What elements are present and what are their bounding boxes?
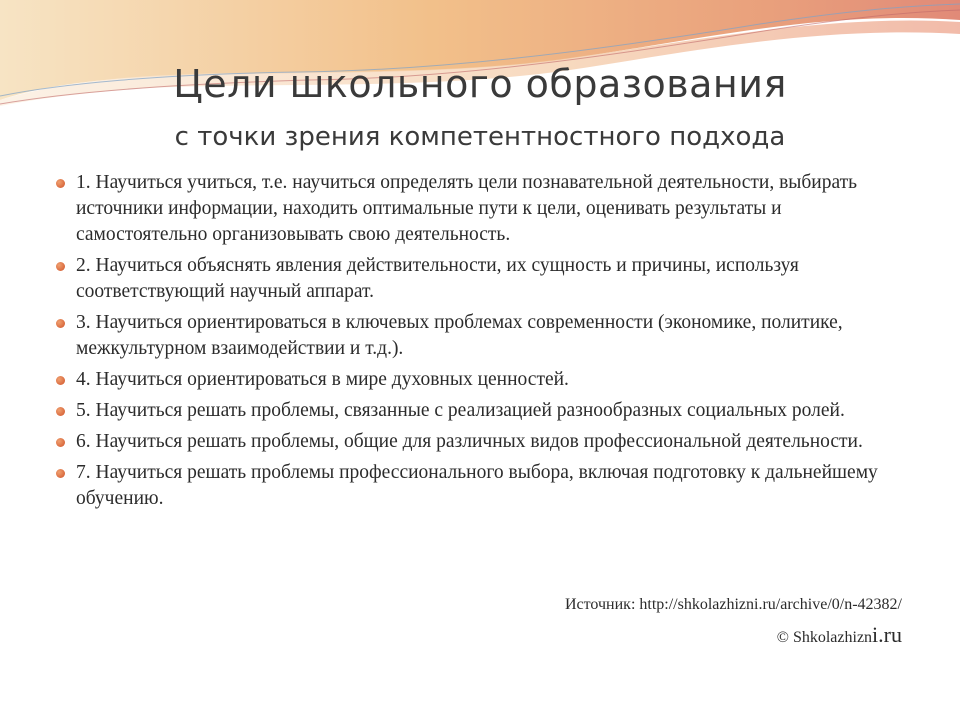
bullet-icon [56,469,65,478]
copyright-note [777,622,902,648]
list-item-text: 6. Научиться решать проблемы, общие для различных видов профессиональной деятельности. [76,431,863,452]
list-item [52,367,912,393]
list-item [52,398,912,424]
list-item-text: 4. Научиться ориентироваться в мире духовных ценностей. [76,369,569,390]
source-citation: Источник: http://shkolazhizni.ru/archive/0/n-42382/ [564,596,902,613]
list-item [52,253,912,305]
bullet-icon [56,319,65,328]
list-item-text: 7. Научиться решать проблемы профессионального выбора, включая подготовку к дальнейшему обучению. [76,462,878,509]
page-subtitle: с точки зрения компетентностного подхода [174,122,786,152]
copyright-prefix: © Shkolazhizn [776,629,873,646]
bullet-icon [56,262,65,271]
bullet-icon [56,179,65,188]
list-item [52,460,912,512]
goals-list [52,170,912,517]
bullet-icon [56,376,65,385]
list-item-text: 3. Научиться ориентироваться в ключевых проблемах современности (экономике, политике, межкультурном взаимодействии и т.д.). [76,312,843,359]
list-item-text: 2. Научиться объяснять явления действительности, их сущность и причины, используя соответствующий научный аппарат. [76,255,799,302]
copyright-suffix: i.ru [872,622,902,647]
list-item [52,429,912,455]
list-item [52,170,912,248]
list-item-text: 5. Научиться решать проблемы, связанные с реализацией разнообразных социальных ролей. [76,400,845,421]
list-item-text: 1. Научиться учиться, т.е. научиться определять цели познавательной деятельности, выбирать источники информации, находить оптимальные пути к цели, оценивать результаты и самостоятельно организовывать свою деятельность. [76,172,858,245]
page-title: Цели школьного образования [173,62,787,106]
list-item [52,310,912,362]
bullet-icon [56,407,65,416]
bullet-icon [56,438,65,447]
